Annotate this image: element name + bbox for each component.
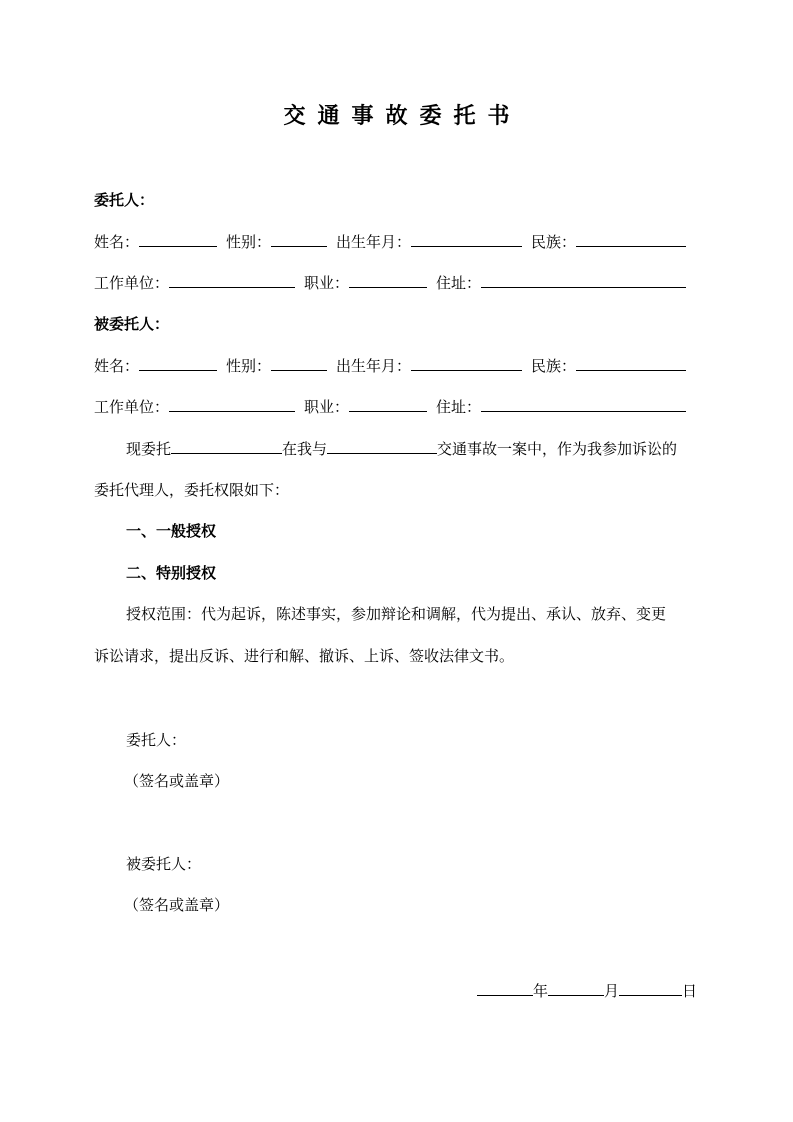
principal-address-label: 住址： bbox=[436, 274, 482, 292]
principal-signature-hint: （签名或盖章） bbox=[124, 772, 230, 790]
agent-work-label: 工作单位： bbox=[94, 398, 170, 416]
date-line bbox=[477, 978, 697, 1002]
principal-info-row-1 bbox=[94, 229, 700, 253]
agent-heading: 被委托人： bbox=[94, 315, 170, 333]
principal-job-label: 职业： bbox=[304, 274, 350, 292]
principal-address-field[interactable] bbox=[481, 270, 686, 288]
day-label: 日 bbox=[681, 982, 697, 1000]
agent-signature-hint: （签名或盖章） bbox=[124, 896, 230, 914]
principal-heading: 委托人： bbox=[94, 191, 155, 209]
other-party-field[interactable] bbox=[327, 436, 437, 454]
month-field[interactable] bbox=[548, 978, 604, 996]
agent-work-field[interactable] bbox=[169, 394, 295, 412]
agent-gender-field[interactable] bbox=[271, 353, 327, 371]
year-field[interactable] bbox=[477, 978, 533, 996]
intro-suffix: 交通事故一案中，作为我参加诉讼的 bbox=[437, 440, 678, 458]
agent-signature-label: 被委托人： bbox=[126, 855, 202, 873]
agent-info-row-2 bbox=[94, 394, 700, 418]
principal-info-row-2 bbox=[94, 270, 700, 294]
agent-job-label: 职业： bbox=[304, 398, 350, 416]
principal-name-field[interactable] bbox=[139, 229, 217, 247]
document-title: 交通事故委托书 bbox=[283, 103, 522, 129]
special-authority-heading: 二、特别授权 bbox=[126, 564, 217, 582]
agent-job-field[interactable] bbox=[349, 394, 427, 412]
principal-birth-label: 出生年月： bbox=[336, 233, 412, 251]
principal-birth-field[interactable] bbox=[411, 229, 522, 247]
intro-mid: 在我与 bbox=[282, 440, 328, 458]
agent-address-field[interactable] bbox=[481, 394, 686, 412]
agent-ethnicity-field[interactable] bbox=[576, 353, 686, 371]
scope-line-1: 授权范围：代为起诉，陈述事实，参加辩论和调解，代为提出、承认、放弃、变更 bbox=[126, 605, 667, 623]
agent-birth-field[interactable] bbox=[411, 353, 522, 371]
principal-ethnicity-field[interactable] bbox=[576, 229, 686, 247]
agent-info-row-1 bbox=[94, 353, 700, 377]
day-field[interactable] bbox=[619, 978, 682, 996]
year-label: 年 bbox=[532, 982, 548, 1000]
principal-name-label: 姓名： bbox=[94, 233, 140, 251]
principal-signature-label: 委托人： bbox=[126, 731, 187, 749]
agent-ethnicity-label: 民族： bbox=[531, 357, 577, 375]
agent-entrust-field[interactable] bbox=[171, 436, 282, 454]
agent-birth-label: 出生年月： bbox=[336, 357, 412, 375]
principal-gender-label: 性别： bbox=[226, 233, 272, 251]
general-authority-heading: 一、一般授权 bbox=[126, 522, 217, 540]
intro-line-2: 委托代理人，委托权限如下： bbox=[94, 481, 290, 499]
principal-work-label: 工作单位： bbox=[94, 274, 170, 292]
agent-address-label: 住址： bbox=[436, 398, 482, 416]
principal-gender-field[interactable] bbox=[271, 229, 327, 247]
agent-gender-label: 性别： bbox=[226, 357, 272, 375]
principal-work-field[interactable] bbox=[169, 270, 295, 288]
intro-line-1 bbox=[126, 436, 700, 460]
month-label: 月 bbox=[603, 982, 619, 1000]
principal-ethnicity-label: 民族： bbox=[531, 233, 577, 251]
agent-name-field[interactable] bbox=[139, 353, 217, 371]
intro-prefix: 现委托 bbox=[126, 440, 172, 458]
scope-line-2: 诉讼请求，提出反诉、进行和解、撤诉、上诉、签收法律文书。 bbox=[94, 647, 515, 665]
principal-job-field[interactable] bbox=[349, 270, 427, 288]
agent-name-label: 姓名： bbox=[94, 357, 140, 375]
